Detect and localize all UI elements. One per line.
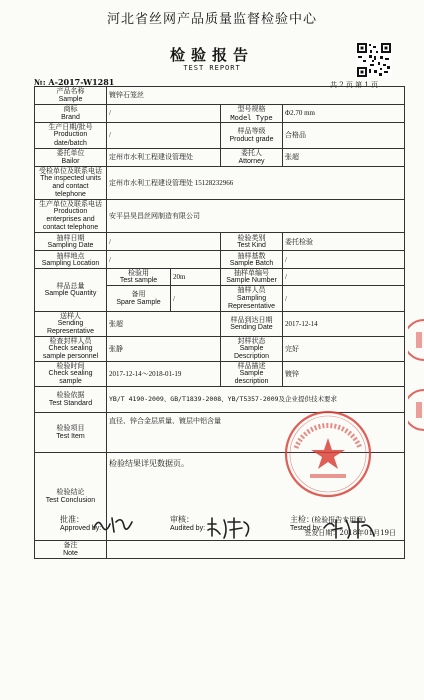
sending-date-cn: 样品到达日期 <box>230 315 273 324</box>
production-enterprise-label <box>35 200 107 233</box>
test-kind-en: Test Kind <box>237 241 266 249</box>
approved-signature-icon <box>92 514 136 536</box>
sampling-date-label <box>35 233 107 251</box>
sample-number-cn: 抽样单编号 <box>234 269 269 278</box>
test-sample-cn: 检验用 <box>128 269 149 278</box>
test-kind-value: 委托检验 <box>283 233 405 251</box>
table-row <box>35 269 405 286</box>
sampling-date-value: / <box>107 233 221 251</box>
test-conclusion-value: 检验结果详见数据页。 <box>109 459 189 469</box>
test-standard-value: YB/T 4190-2009、GB/T1839-2008、YB/T5357-2009及企业提供技术要求 <box>107 387 405 413</box>
test-kind-cn: 检验类别 <box>237 233 266 242</box>
sample-batch-value: / <box>283 251 405 269</box>
seal-description-cn: 封样状态 <box>237 336 266 345</box>
seal-description-value: 完好 <box>283 336 405 361</box>
test-conclusion-cn: 检验结论 <box>56 488 85 497</box>
edge-seal-icon <box>408 280 424 480</box>
audited-cn: 审核： <box>170 515 194 524</box>
page-indicator: 共 2 页 第 1 页 <box>330 81 379 89</box>
sampling-location-value: / <box>107 251 221 269</box>
sample-quantity-label <box>35 269 107 311</box>
note-value <box>107 541 405 559</box>
official-seal-icon <box>282 408 374 500</box>
table-row <box>35 123 405 149</box>
attorney-cn: 委托人 <box>241 149 262 158</box>
brand-value: / <box>107 105 221 123</box>
sample-quantity-cn: 样品总量 <box>56 281 85 290</box>
inspected-units-cn: 受检单位及联系电话 <box>39 167 102 175</box>
sampling-location-en: Sampling Location <box>41 259 100 267</box>
brand-en: Brand <box>61 113 80 121</box>
note-cn: 备注 <box>63 541 78 550</box>
production-date-cn: 生产日期/批号 <box>48 123 93 132</box>
sending-date-en: Sending Date <box>230 323 273 331</box>
production-enterprise-cn: 生产单位及联系电话 <box>39 200 102 209</box>
production-enterprise-en: Production enterprises and contact telephone <box>42 208 99 232</box>
table-row <box>35 105 405 123</box>
product-grade-label <box>221 123 283 149</box>
approved-cn: 批准： <box>60 515 84 524</box>
sample-description-value: 镀锌 <box>283 361 405 386</box>
spare-sample-label <box>107 286 171 311</box>
attorney-value: 张超 <box>283 149 405 167</box>
model-en: Model Type <box>230 113 273 122</box>
test-kind-label <box>221 233 283 251</box>
spare-sample-cn: 备用 <box>131 290 146 299</box>
sending-rep-en: Sending Representative <box>46 319 95 335</box>
sampling-date-en: Sampling Date <box>47 241 94 249</box>
sample-number-value: / <box>283 269 405 286</box>
sampling-rep-label <box>221 286 283 311</box>
inspected-units-value: 定州市水利工程建设管理处 15128232966 <box>107 167 405 200</box>
test-sample-label <box>107 269 171 286</box>
sending-date-label <box>221 311 283 336</box>
sending-rep-label <box>35 311 107 336</box>
check-personnel-value: 张静 <box>107 336 221 361</box>
check-time-value: 2017-12-14～2018-01-19 <box>107 361 221 386</box>
organization-name: 河北省丝网产品质量监督检验中心 <box>106 12 317 27</box>
model-label <box>221 105 283 123</box>
qr-code-icon <box>356 42 392 78</box>
sample-quantity-en: Sample Quantity <box>44 289 97 297</box>
sample-description-cn: 样品描述 <box>237 361 266 370</box>
sending-rep-cn: 送样人 <box>60 311 81 320</box>
sampling-location-cn: 抽样地点 <box>56 251 85 260</box>
audited-signature-icon <box>206 516 256 540</box>
brand-label <box>35 105 107 123</box>
bailor-label <box>35 149 107 167</box>
production-date-label <box>35 123 107 149</box>
seal-description-en: Sample Description <box>233 344 269 360</box>
test-standard-en: Test Standard <box>48 399 93 407</box>
sample-batch-label <box>221 251 283 269</box>
note-en: Note <box>63 549 78 557</box>
audited-by <box>170 514 205 532</box>
report-title-en: TEST REPORT <box>183 64 241 72</box>
product-grade-cn: 样品等级 <box>237 127 266 136</box>
attorney-en: Attorney <box>238 157 265 165</box>
test-item-value: 直径、锌合金层质量、镀层中铝含量 <box>107 413 405 453</box>
table-row <box>35 233 405 251</box>
check-personnel-en: Check sealing sample personnel <box>42 344 99 360</box>
table-row <box>35 336 405 361</box>
report-seal-caption: (检验报告专用章) <box>311 515 366 524</box>
sample-batch-cn: 抽样基数 <box>237 251 266 260</box>
test-item-label <box>35 413 107 453</box>
spare-sample-value: / <box>171 286 221 311</box>
seal-description-label <box>221 336 283 361</box>
sample-number-en: Sample Number <box>226 277 277 285</box>
bailor-cn: 委托单位 <box>56 149 85 158</box>
sample-number-label <box>221 269 283 286</box>
product-grade-value: 合格品 <box>283 123 405 149</box>
model-cn: 型号规格 <box>237 105 266 114</box>
tested-en: Tested by: <box>290 525 322 532</box>
inspected-units-en: The inspected units and contact telephone <box>40 175 101 199</box>
test-standard-cn: 检验依据 <box>56 391 85 400</box>
tested-cn: 主检： <box>290 515 314 524</box>
sampling-rep-cn: 抽样人员 <box>237 286 266 295</box>
sample-name-label <box>35 87 107 105</box>
test-item-cn: 检验项目 <box>56 424 85 433</box>
sample-description-label <box>221 361 283 386</box>
production-date-en: Production date/batch <box>53 131 88 147</box>
table-row <box>35 149 405 167</box>
bailor-value: 定州市水利工程建设管理处 <box>107 149 221 167</box>
sampling-date-cn: 抽样日期 <box>56 233 85 242</box>
test-item-en: Test Item <box>56 432 85 440</box>
table-row <box>35 361 405 386</box>
model-value: Φ2.70 mm <box>283 105 405 123</box>
sampling-rep-en: Sampling Representative <box>227 294 276 310</box>
sampling-rep-value: / <box>283 286 405 311</box>
bailor-en: Bailor <box>61 157 80 165</box>
table-row <box>35 200 405 233</box>
report-number: №: A-2017-W1281 <box>34 77 115 87</box>
test-sample-value: 20m <box>171 269 221 286</box>
check-time-en: Check sealing sample <box>48 369 93 385</box>
tested-by <box>290 514 322 532</box>
attorney-label <box>221 149 283 167</box>
table-row <box>35 311 405 336</box>
sample-name-cn: 产品名称 <box>56 87 85 96</box>
sending-date-value: 2017-12-14 <box>283 311 405 336</box>
note-label <box>35 541 107 559</box>
tested-signature-icon <box>322 516 378 540</box>
test-conclusion-en: Test Conclusion <box>45 496 96 504</box>
brand-cn: 商标 <box>63 105 78 114</box>
spare-sample-en: Spare Sample <box>116 298 161 306</box>
inspected-units-label <box>35 167 107 200</box>
test-sample-en: Test sample <box>119 277 158 285</box>
sample-name-en: Sample <box>58 95 83 103</box>
check-time-label <box>35 361 107 386</box>
product-grade-en: Product grade <box>229 135 274 143</box>
sample-name-value: 镀锌石笼丝 <box>107 87 405 105</box>
issue-date: 签发日期：2018年01月19日 <box>304 528 396 537</box>
approved-en: Approved by: <box>60 525 102 532</box>
report-title: 检验报告 <box>169 46 254 64</box>
test-standard-label <box>35 387 107 413</box>
sample-batch-en: Sample Batch <box>229 259 274 267</box>
check-personnel-label <box>35 336 107 361</box>
audited-en: Audited by: <box>170 525 206 532</box>
check-time-cn: 检验时间 <box>56 361 85 370</box>
production-enterprise-value: 安平县昊昌丝网制造有限公司 <box>107 200 405 233</box>
table-row <box>35 167 405 200</box>
sampling-location-label <box>35 251 107 269</box>
table-row <box>35 87 405 105</box>
table-row <box>35 251 405 269</box>
sample-description-en: Sample description <box>234 369 269 385</box>
table-row <box>35 541 405 559</box>
production-date-value: / <box>107 123 221 149</box>
check-personnel-cn: 检查封样人员 <box>49 336 92 345</box>
sending-rep-value: 张超 <box>107 311 221 336</box>
